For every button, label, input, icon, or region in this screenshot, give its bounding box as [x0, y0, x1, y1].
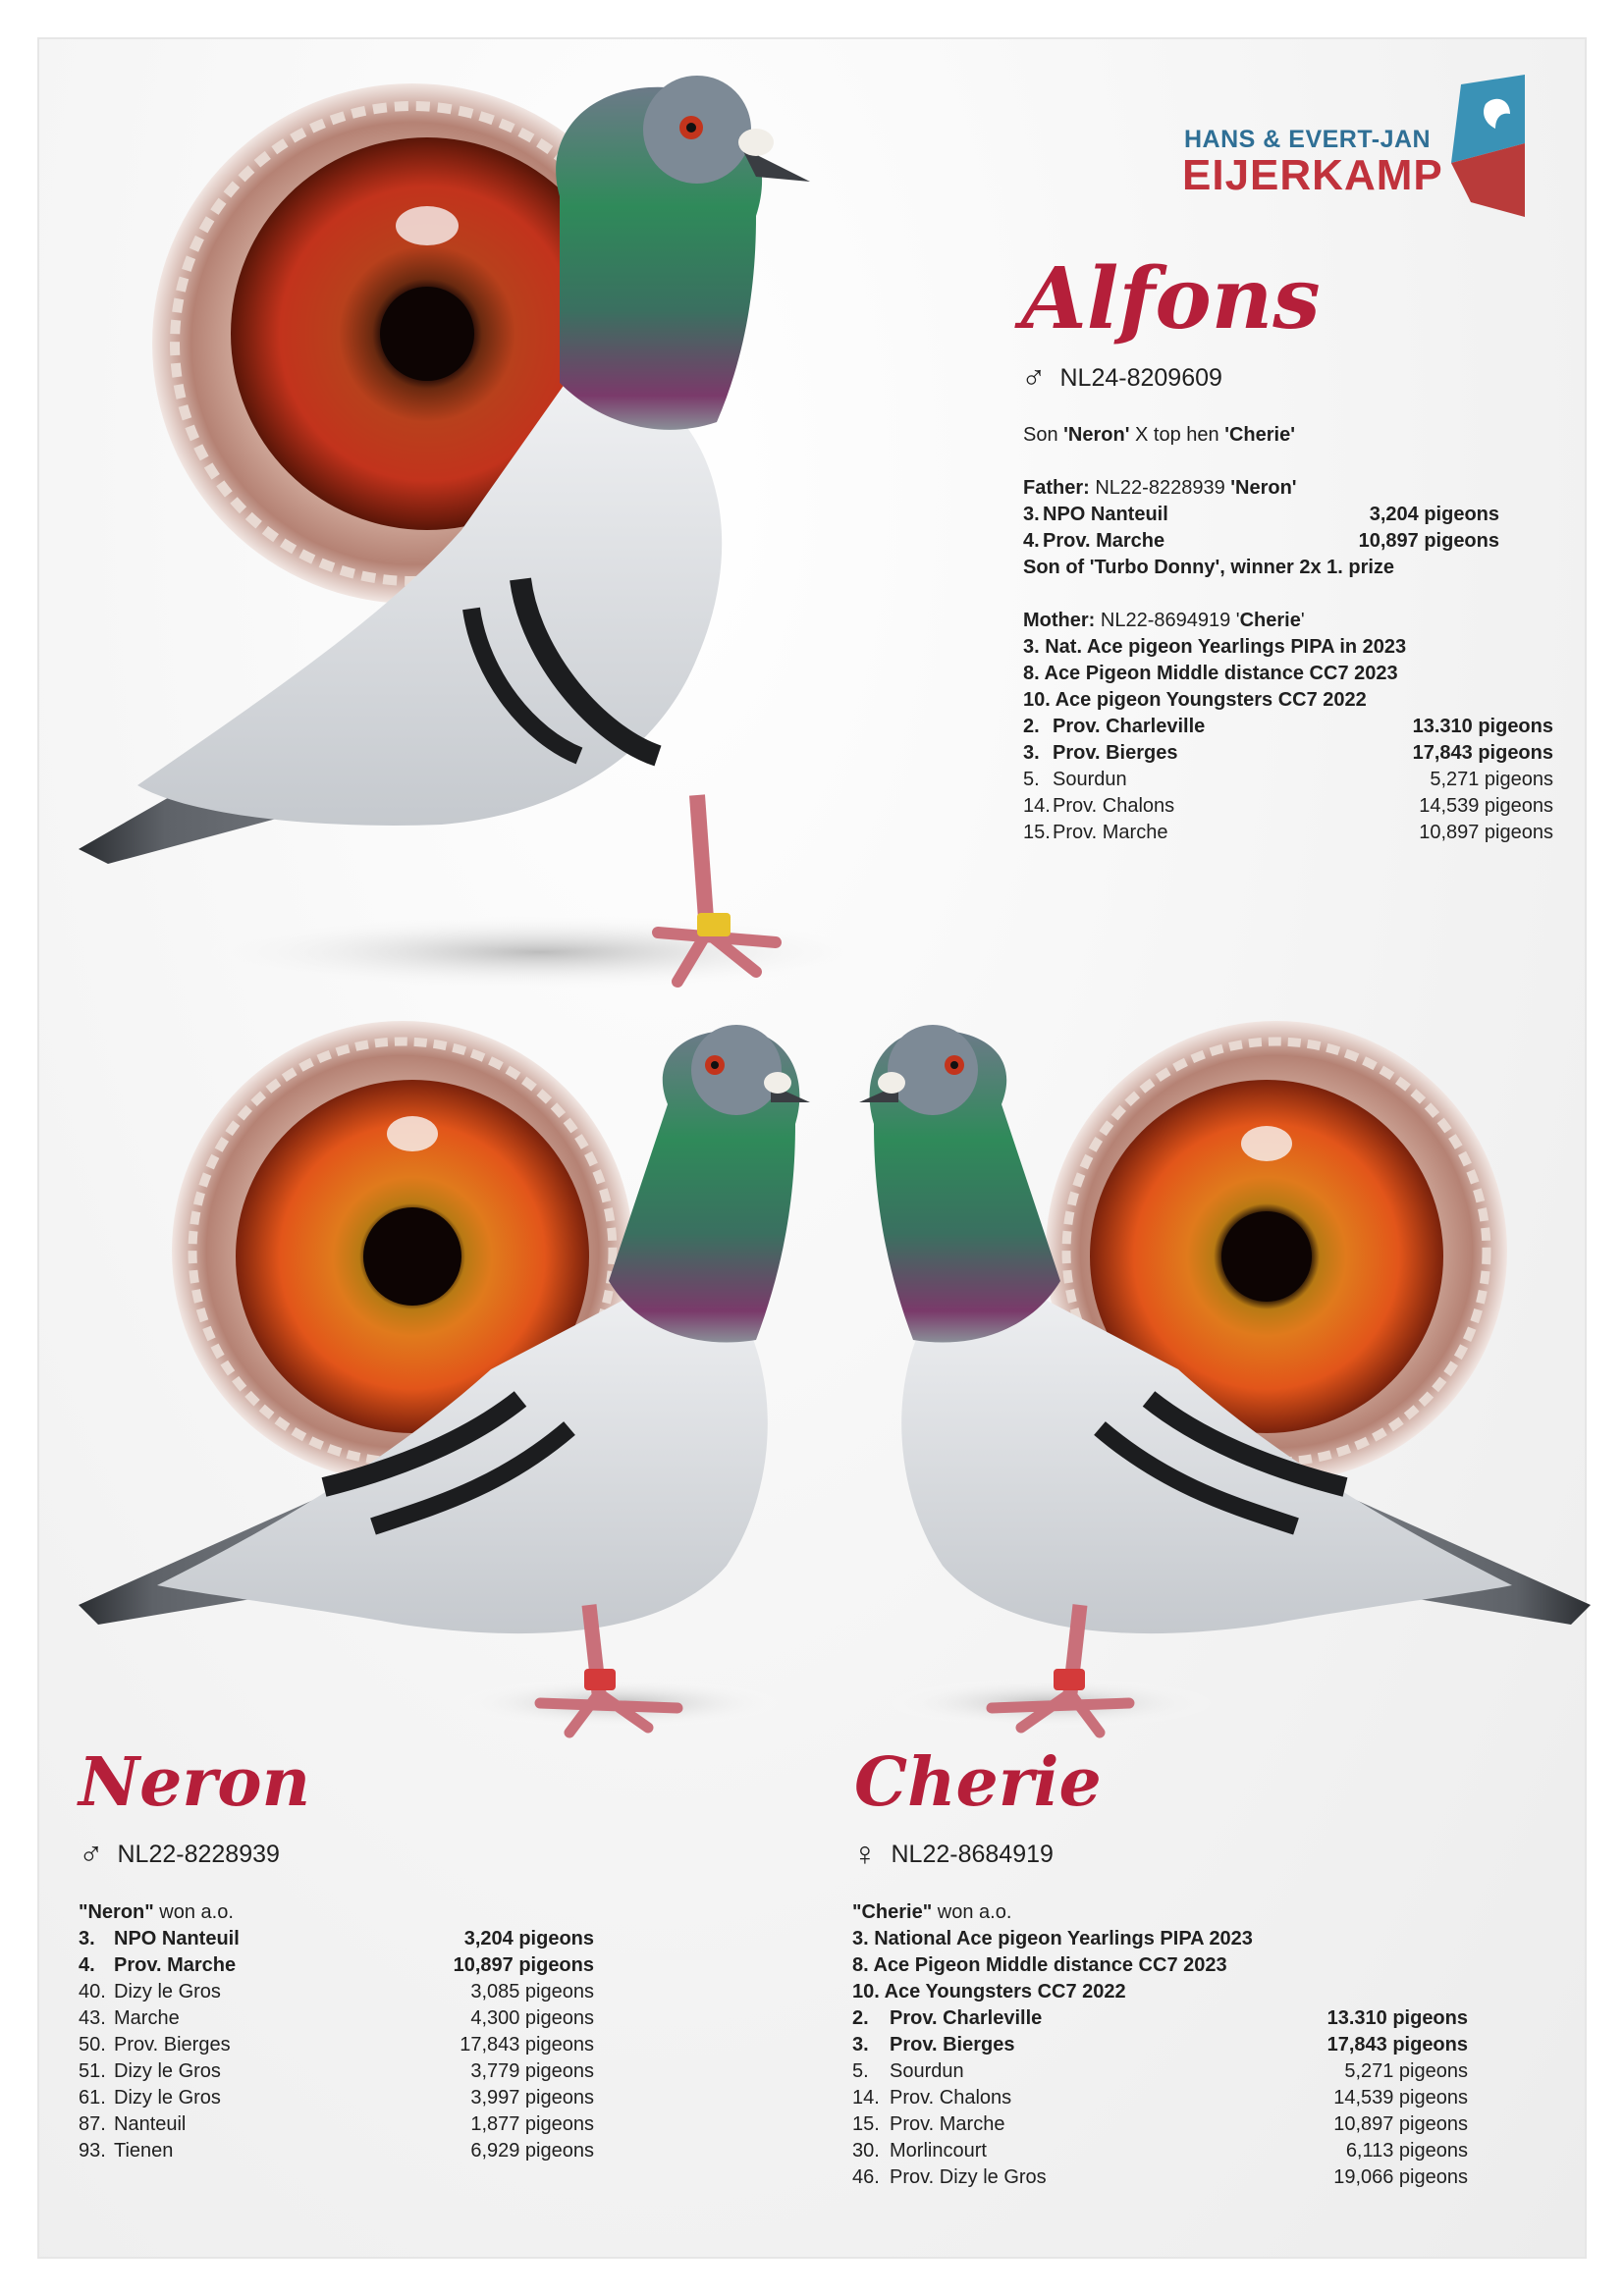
result-row: 51. Dizy le Gros 3,779 pigeons	[79, 2060, 594, 2082]
cherie-title: 8. Ace Pigeon Middle distance CC7 2023	[852, 1954, 1227, 1976]
cherie-won-heading: "Cherie" won a.o.	[852, 1901, 1012, 1923]
result-row: 15. Prov. Marche 10,897 pigeons	[852, 2113, 1468, 2135]
alfons-mother-title: 3. Nat. Ace pigeon Yearlings PIPA in 2023	[1023, 636, 1407, 658]
result-row: 4. Prov. Marche 10,897 pigeons	[1023, 530, 1499, 552]
cherie-results	[852, 1899, 1468, 2191]
cherie-title: 3. National Ace pigeon Yearlings PIPA 2023	[852, 1928, 1253, 1949]
alfons-mother-title: 8. Ace Pigeon Middle distance CC7 2023	[1023, 663, 1398, 684]
result-row: 50. Prov. Bierges 17,843 pigeons	[79, 2034, 594, 2056]
cherie-title: 10. Ace Youngsters CC7 2022	[852, 1981, 1126, 2002]
result-row: 87. Nanteuil 1,877 pigeons	[79, 2113, 594, 2135]
result-row: 30. Morlincourt 6,113 pigeons	[852, 2140, 1468, 2162]
cherie-name: Cherie	[854, 1743, 1102, 1822]
male-symbol-icon: ♂	[79, 1836, 104, 1873]
logo-main-line: EIJERKAMP	[1182, 151, 1443, 199]
result-row: 4. Prov. Marche 10,897 pigeons	[79, 1954, 594, 1976]
alfons-mother-results	[1023, 714, 1553, 846]
result-row: 40. Dizy le Gros 3,085 pigeons	[79, 1981, 594, 2002]
cherie-ring-line	[852, 1838, 1054, 1871]
alfons-ring-line	[1021, 361, 1222, 395]
result-row: 5. Sourdun 5,271 pigeons	[1023, 769, 1553, 790]
neron-pigeon-image	[79, 1016, 825, 1742]
neron-results	[79, 1899, 594, 2164]
logo-top-line: HANS & EVERT-JAN	[1184, 126, 1432, 153]
logo-emblem-icon	[1441, 75, 1530, 222]
result-row: 15. Prov. Marche 10,897 pigeons	[1023, 822, 1553, 843]
alfons-father-results	[1023, 502, 1499, 555]
alfons-father-note: Son of 'Turbo Donny', winner 2x 1. prize	[1023, 557, 1395, 578]
cherie-ring-number: NL22-8684919	[891, 1840, 1054, 1868]
result-row: 46. Prov. Dizy le Gros 19,066 pigeons	[852, 2166, 1468, 2188]
result-row: 3. Prov. Bierges 17,843 pigeons	[852, 2034, 1468, 2056]
result-row: 93. Tienen 6,929 pigeons	[79, 2140, 594, 2162]
alfons-ring-number: NL24-8209609	[1059, 363, 1222, 392]
result-row: 14. Prov. Chalons 14,539 pigeons	[852, 2087, 1468, 2109]
result-row: 3. NPO Nanteuil 3,204 pigeons	[1023, 504, 1499, 525]
result-row: 14. Prov. Chalons 14,539 pigeons	[1023, 795, 1553, 817]
neron-ring-number: NL22-8228939	[117, 1840, 280, 1868]
result-row: 5. Sourdun 5,271 pigeons	[852, 2060, 1468, 2082]
neron-ring-line	[79, 1838, 280, 1871]
female-symbol-icon: ♀	[852, 1836, 878, 1873]
alfons-mother-title: 10. Ace pigeon Youngsters CC7 2022	[1023, 689, 1367, 711]
alfons-intro: Son 'Neron' X top hen 'Cherie'	[1023, 424, 1295, 446]
result-row: 61. Dizy le Gros 3,997 pigeons	[79, 2087, 594, 2109]
neron-name: Neron	[79, 1743, 311, 1822]
result-row: 3. NPO Nanteuil 3,204 pigeons	[79, 1928, 594, 1949]
eijerkamp-logo	[1178, 75, 1532, 222]
alfons-father-heading: Father: NL22-8228939 'Neron'	[1023, 477, 1297, 499]
alfons-pigeon-image	[69, 69, 913, 1011]
alfons-pedigree	[1023, 422, 1553, 846]
alfons-mother-heading: Mother: NL22-8694919 'Cherie'	[1023, 610, 1305, 631]
male-symbol-icon: ♂	[1021, 359, 1047, 397]
result-row: 2. Prov. Charleville 13.310 pigeons	[852, 2007, 1468, 2029]
result-row: 2. Prov. Charleville 13.310 pigeons	[1023, 716, 1553, 737]
result-row: 43. Marche 4,300 pigeons	[79, 2007, 594, 2029]
neron-won-heading: "Neron" won a.o.	[79, 1901, 234, 1923]
result-row: 3. Prov. Bierges 17,843 pigeons	[1023, 742, 1553, 764]
cherie-pigeon-image	[844, 1016, 1591, 1742]
alfons-name: Alfons	[1021, 249, 1321, 348]
